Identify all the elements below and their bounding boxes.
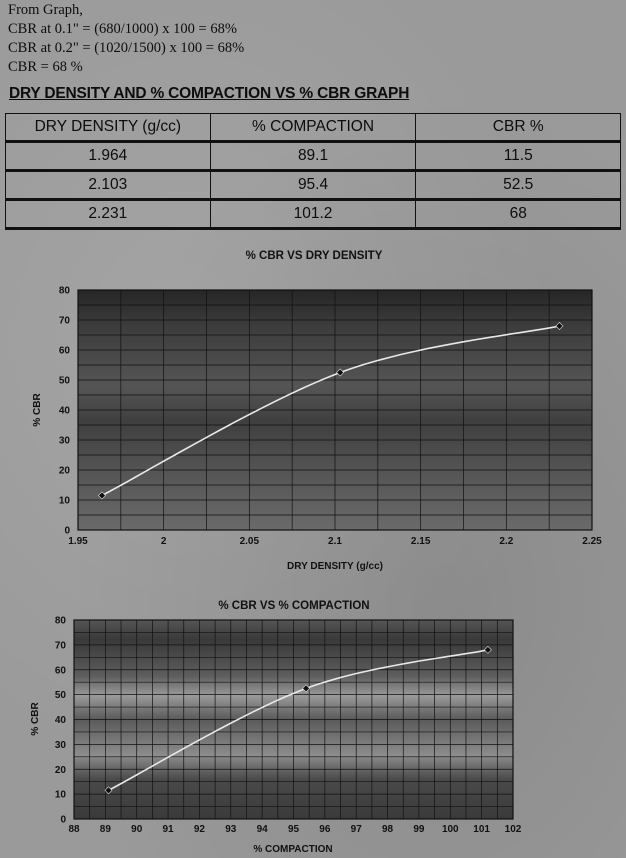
x-tick-label: 99 <box>413 824 425 835</box>
x-tick-label: 98 <box>382 824 394 835</box>
y-tick-label: 0 <box>64 525 70 537</box>
x-tick-label: 2.2 <box>499 536 514 547</box>
y-tick-label: 0 <box>60 814 66 826</box>
y-tick-label: 50 <box>54 690 66 702</box>
x-tick-label: 2 <box>160 536 167 547</box>
table-cell: 68 <box>416 200 621 229</box>
x-tick-label: 94 <box>256 824 268 835</box>
data-table <box>5 113 621 230</box>
table-cell: 2.103 <box>6 171 211 200</box>
column-header: % COMPACTION <box>210 114 416 142</box>
y-tick-label: 40 <box>58 405 70 417</box>
intro-line: From Graph, <box>8 2 83 18</box>
y-tick-label: 20 <box>54 764 66 776</box>
y-axis-label: % CBR <box>32 393 43 427</box>
x-tick-label: 88 <box>68 824 80 835</box>
table-row <box>6 171 621 200</box>
y-tick-label: 40 <box>54 715 66 726</box>
x-axis-label: DRY DENSITY (g/cc) <box>287 561 383 572</box>
x-tick-label: 2.1 <box>328 536 342 547</box>
x-tick-label: 91 <box>162 824 174 835</box>
x-tick-label: 101 <box>473 824 490 835</box>
y-tick-label: 60 <box>58 345 70 357</box>
y-tick-label: 10 <box>54 789 66 801</box>
y-tick-label: 30 <box>54 739 66 751</box>
x-tick-label: 100 <box>441 824 459 835</box>
table-cell: 101.2 <box>210 200 416 229</box>
table-cell: 89.1 <box>210 142 416 171</box>
y-tick-label: 50 <box>58 375 70 387</box>
x-tick-label: 102 <box>504 824 522 835</box>
x-tick-label: 2.15 <box>410 536 431 547</box>
x-tick-label: 97 <box>350 824 362 835</box>
x-tick-label: 2.05 <box>239 536 260 547</box>
section-heading: DRY DENSITY AND % COMPACTION VS % CBR GRAPH <box>9 85 410 102</box>
x-axis-label: % COMPACTION <box>253 844 333 855</box>
y-tick-label: 30 <box>58 435 70 447</box>
intro-line: CBR = 68 % <box>8 59 83 75</box>
x-tick-label: 1.95 <box>68 536 88 547</box>
x-tick-label: 89 <box>99 824 111 835</box>
chart-title: % CBR VS % COMPACTION <box>218 600 370 612</box>
x-tick-label: 96 <box>319 824 331 835</box>
cbr-vs-compaction-chart <box>0 595 626 858</box>
column-header: DRY DENSITY (g/cc) <box>6 114 211 142</box>
table-cell: 95.4 <box>210 171 416 200</box>
intro-line: CBR at 0.2" = (1020/1500) x 100 = 68% <box>8 40 245 56</box>
table-cell: 2.231 <box>6 200 211 229</box>
y-tick-label: 70 <box>54 640 66 652</box>
y-tick-label: 80 <box>54 615 66 627</box>
x-tick-label: 93 <box>225 824 237 835</box>
y-tick-label: 60 <box>54 665 66 677</box>
y-tick-label: 80 <box>58 285 70 297</box>
table-row <box>6 200 621 229</box>
table-row <box>6 142 621 171</box>
table-cell: 1.964 <box>6 142 211 171</box>
x-tick-label: 92 <box>193 824 205 835</box>
x-tick-label: 2.25 <box>582 536 602 547</box>
intro-text <box>8 1 244 77</box>
table-cell: 52.5 <box>416 171 621 200</box>
chart-title: % CBR VS DRY DENSITY <box>245 250 383 262</box>
y-tick-label: 70 <box>58 315 70 327</box>
intro-line: CBR at 0.1" = (680/1000) x 100 = 68% <box>8 21 237 37</box>
column-header: CBR % <box>416 114 621 142</box>
x-tick-label: 95 <box>287 824 300 835</box>
y-tick-label: 10 <box>58 495 70 507</box>
table-header-row <box>6 114 621 142</box>
cbr-vs-dry-density-chart <box>0 242 626 582</box>
table-cell: 11.5 <box>416 142 621 171</box>
x-tick-label: 90 <box>131 824 143 835</box>
y-axis-label: % CBR <box>30 702 41 736</box>
y-tick-label: 20 <box>58 465 70 477</box>
